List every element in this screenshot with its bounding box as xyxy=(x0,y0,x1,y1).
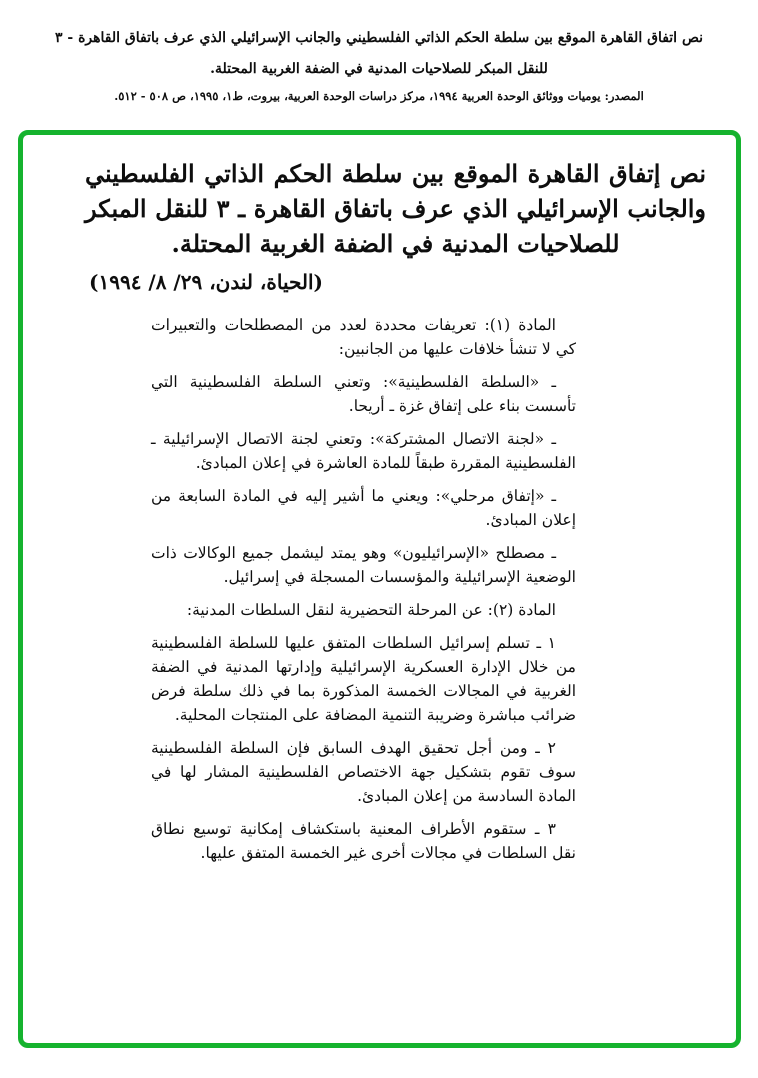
header-source-line: المصدر: يوميات ووثائق الوحدة العربية ١٩٩٤، مركز دراسات الوحدة العربية، بيروت، ط١، ١٩٩٥، ص ٥٠٨ - ٥١٢. xyxy=(114,89,644,103)
paragraph-article1: المادة (١): تعريفات محددة لعدد من المصطلحات والتعبيرات كي لا تنشأ خلافات عليها من الجانبين: xyxy=(151,316,576,358)
paragraph-definition-israelis-term: ـ مصطلح «الإسرائيليون» وهو يمتد ليشمل جميع الوكالات ذات الوضعية الإسرائيلية والمؤسسات المسجلة في إسرائيل. xyxy=(151,544,576,586)
paragraph-definition-palestinian-authority: ـ «السلطة الفلسطينية»: وتعني السلطة الفلسطينية التي تأسست بناء على إتفاق غزة ـ أريحا. xyxy=(151,373,576,415)
paragraph-article2: المادة (٢): عن المرحلة التحضيرية لنقل السلطات المدنية: xyxy=(186,601,556,619)
header-title-line1: نص اتفاق القاهرة الموقع بين سلطة الحكم الذاتي الفلسطيني والجانب الإسرائيلي الذي عرف باتفاق القاهرة - ٣ xyxy=(54,30,703,46)
header-title-line2: للنقل المبكر للصلاحيات المدنية في الضفة الغربية المحتلة. xyxy=(210,61,548,77)
paragraph-clause-2: ٢ ـ ومن أجل تحقيق الهدف السابق فإن السلطة الفلسطينية سوف تقوم بتشكيل جهة الاختصاص الفلسطينية المشار لها في المادة السادسة من إعلان المبادئ. xyxy=(151,739,576,805)
paragraph-definition-joint-liaison-committee: ـ «لجنة الاتصال المشتركة»: وتعني لجنة الاتصال الإسرائيلية ـ الفلسطينية المقررة طبقاً للمادة العاشرة في إعلان المبادئ. xyxy=(151,430,576,472)
paragraph-clause-1: ١ ـ تسلم إسرائيل السلطات المتفق عليها للسلطة الفلسطينية من خلال الإدارة العسكرية الإسرائيلية وإدارتها المدنية في الضفة الغربية في المجالات الخمسة المذكورة بما في ذلك سلطة فرض ضرائب مباشرة وضريبة التنمية المضافة على المنتجات المحلية. xyxy=(151,634,576,724)
paragraph-clause-3: ٣ ـ ستقوم الأطراف المعنية باستكشاف إمكانية توسيع نطاق نقل السلطات في مجالات أخرى غير الخمسة المتفق عليها. xyxy=(151,820,576,862)
page-header xyxy=(0,0,758,104)
paragraph-definition-interim-agreement: ـ «إتفاق مرحلي»: ويعني ما أشير إليه في المادة السابعة من إعلان المبادئ. xyxy=(151,487,576,529)
document-title: نص إتفاق القاهرة الموقع بين سلطة الحكم الذاتي الفلسطيني والجانب الإسرائيلي الذي عرف باتفاق القاهرة ـ ٣ للنقل المبكر للصلاحيات المدنية في الضفة الغربية المحتلة. xyxy=(85,159,707,258)
document-citation: (الحياة، لندن، ٢٩/ ٨/ ١٩٩٤) xyxy=(89,270,324,294)
document-body xyxy=(151,313,576,865)
document-green-frame xyxy=(18,130,741,1048)
